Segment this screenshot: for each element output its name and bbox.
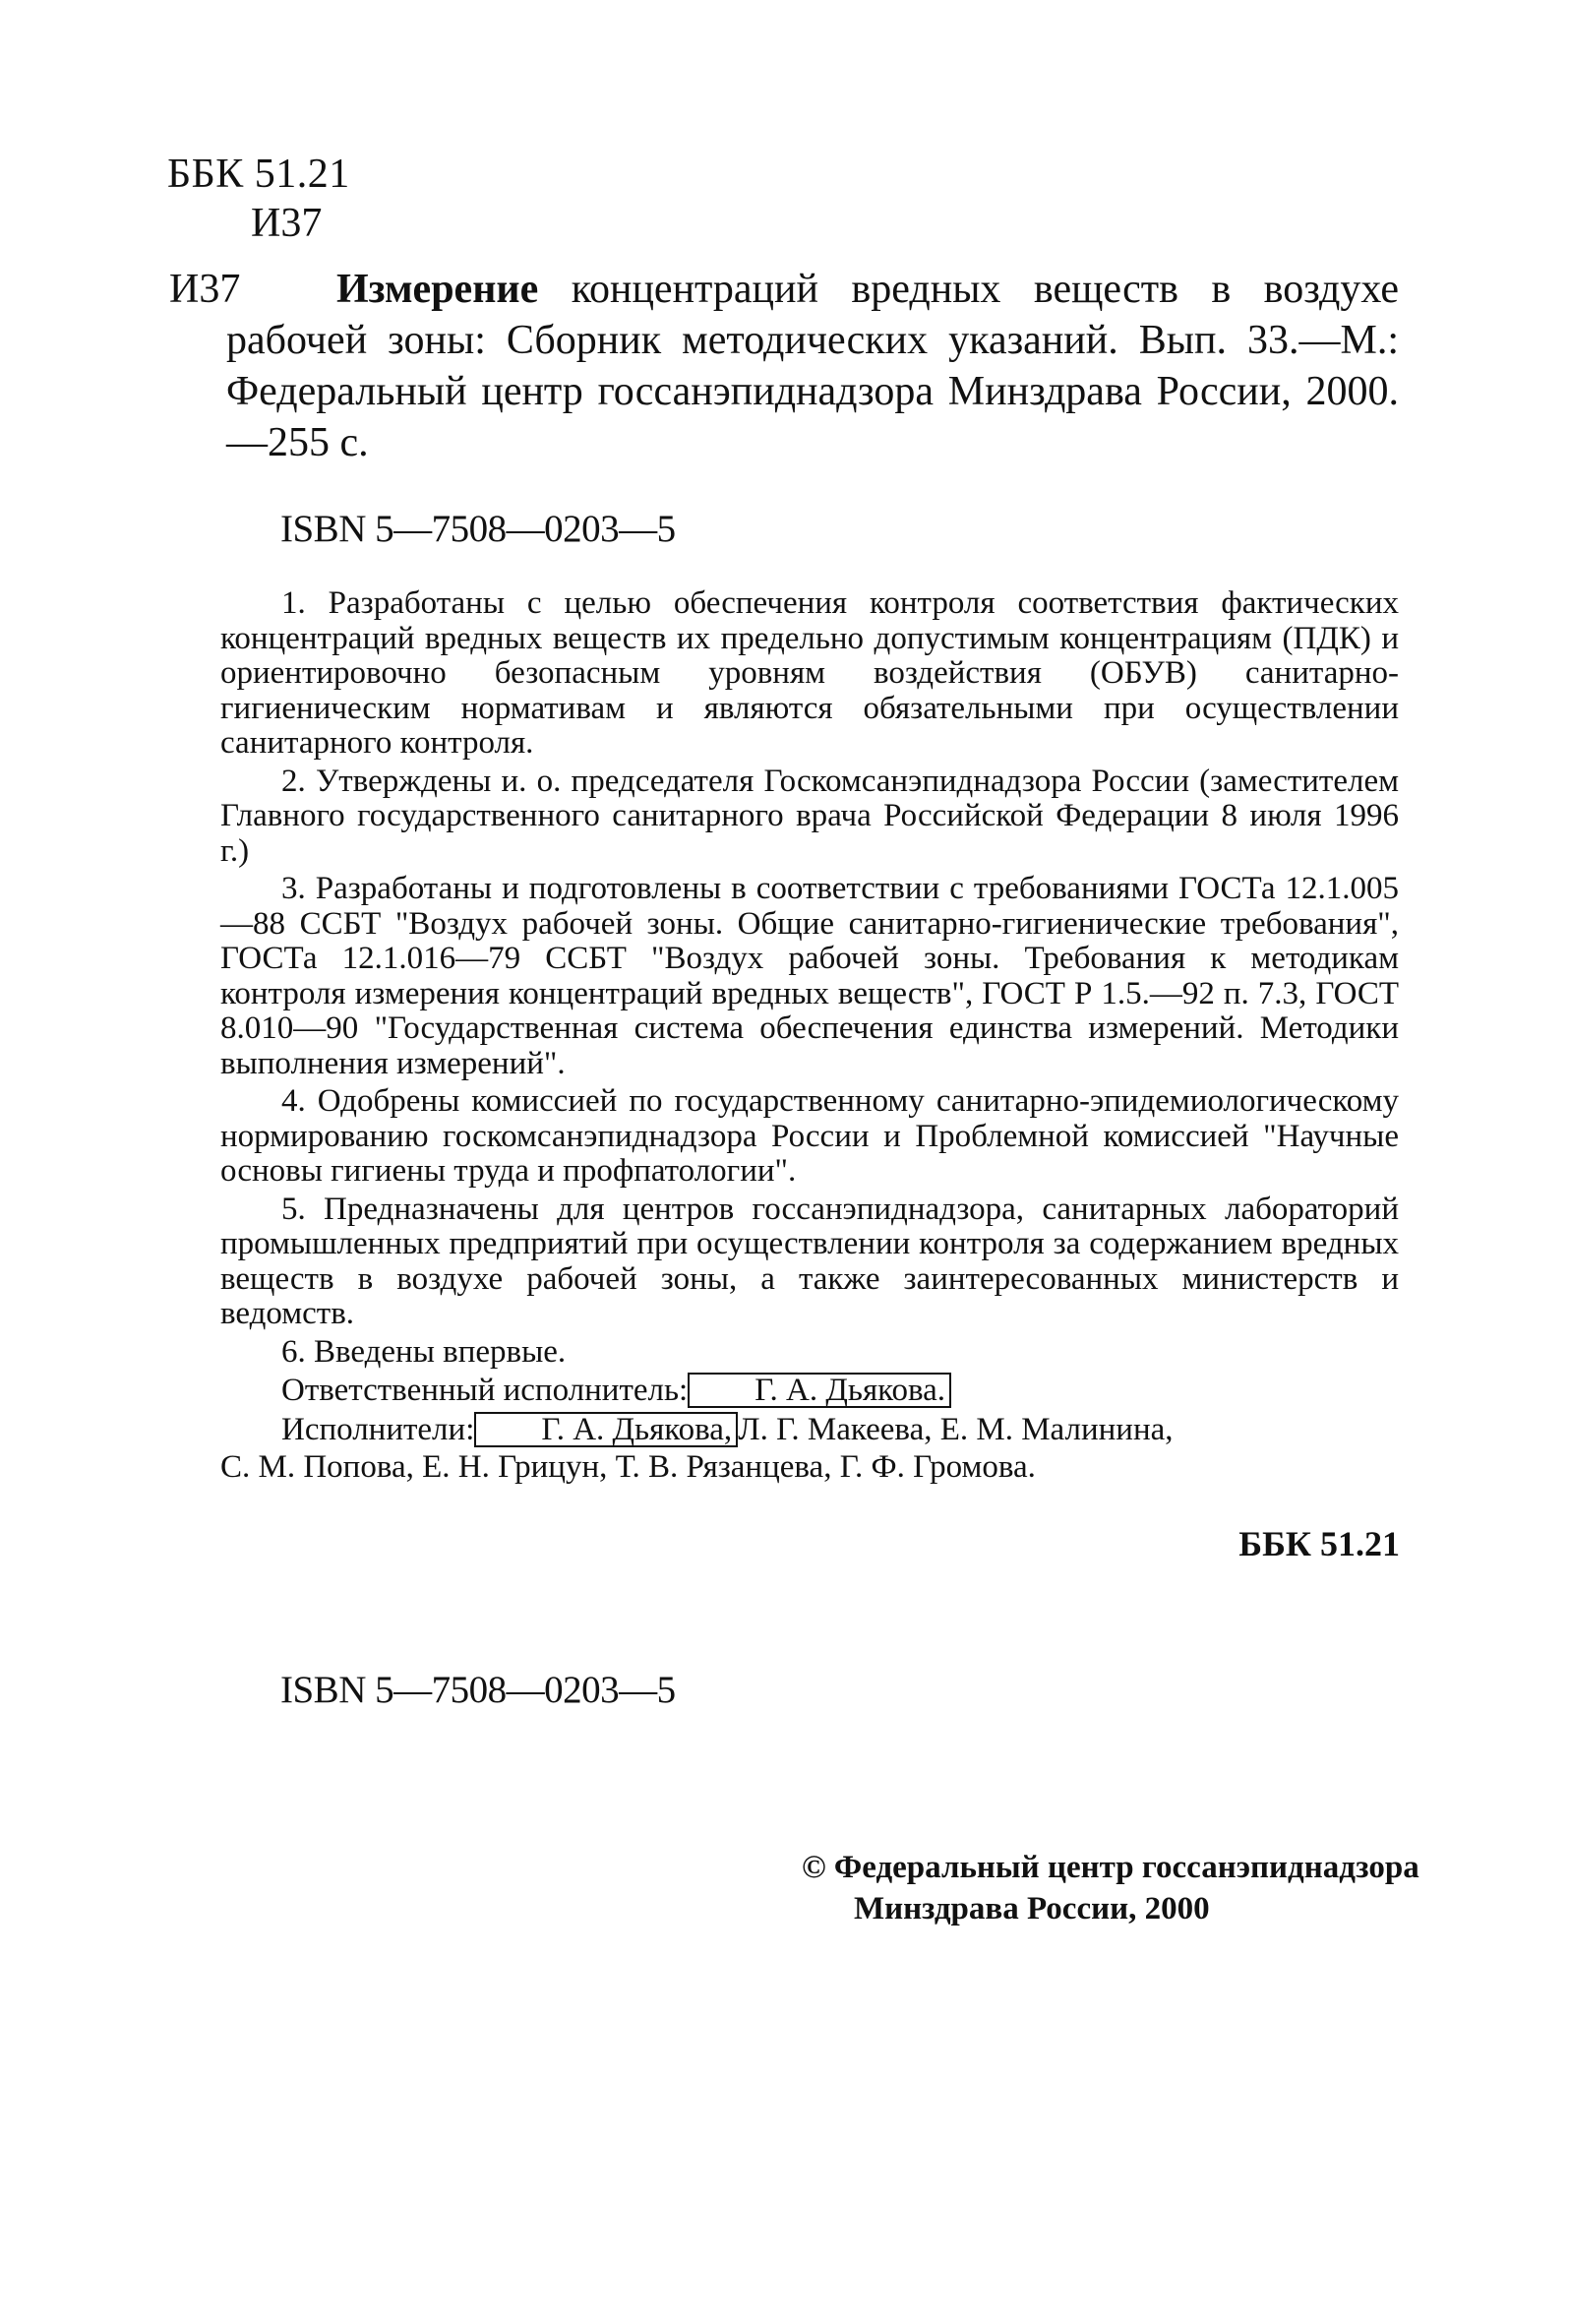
executors-rest-2: С. М. Попова, Е. Н. Грицун, Т. В. Рязанцева, Г. Ф. Громова. (220, 1449, 1036, 1485)
bibliographic-entry (169, 264, 1399, 468)
responsible-name: Г. А. Дьякова. (688, 1373, 951, 1408)
note-5: 5. Предназначены для центров госсанэпиднадзора, санитарных лабораторий промышленных предприятий при осуществлении контроля за содержанием вредных веществ в воздухе рабочей зоны, а также заинтересованных министерств и ведомств. (220, 1191, 1399, 1331)
entry-author-mark: И37 (169, 267, 241, 312)
bbk-bottom: ББК 51.21 (1238, 1524, 1400, 1563)
note-4: 4. Одобрены комиссией по государственному санитарно-эпидемиологическому нормированию госкомсанэпиднадзора России и Проблемной комиссией "Научные основы гигиены труда и профпатологии". (220, 1083, 1399, 1189)
isbn-top: ISBN 5—7508—0203—5 (280, 508, 676, 550)
responsible-line (220, 1373, 1399, 1409)
responsible-label: Ответственный исполнитель: (281, 1373, 689, 1408)
entry-title-bold: Измерение (336, 267, 539, 312)
note-3: 3. Разработаны и подготовлены в соответствии с требованиями ГОСТа 12.1.005—88 ССБТ "Воздух рабочей зоны. Общие санитарно-гигиенические требования", ГОСТа 12.1.016—79 ССБТ "Воздух рабочей зоны. Требования к методикам контроля измерения концентраций вредных веществ", ГОСТ Р 1.5.—92 п. 7.3, ГОСТ 8.010—90 "Государственная система обеспечения единства измерений. Методики выполнения измерений". (220, 871, 1399, 1081)
entry-title-rest: концентраций вредных веществ в воздухе рабочей зоны: Сборник методических указаний. Вып. 33.—М.: Федеральный центр госсанэпиднадзора Минздрава России, 2000.—255 с. (226, 267, 1399, 465)
note-2: 2. Утверждены и. о. председателя Госкомсанэпиднадзора России (заместителем Главного государственного санитарного врача Российской Федерации 8 июля 1996 г.) (220, 763, 1399, 869)
executor-boxed: Г. А. Дьякова, (474, 1412, 738, 1447)
isbn-bottom: ISBN 5—7508—0203—5 (280, 1669, 676, 1711)
author-mark: И37 (251, 201, 323, 246)
executors-label: Исполнители: (281, 1411, 475, 1447)
note-6: 6. Введены впервые. (281, 1333, 567, 1370)
note-1: 1. Разработаны с целью обеспечения контроля соответствия фактических концентраций вредных веществ их предельно допустимым концентрациям (ПДК) и ориентировочно безопасным уровням воздействия (ОБУВ) санитарно-гигиеническим нормативам и являются обязательными при осуществлении санитарного контроля. (220, 585, 1399, 761)
notes-block (220, 586, 1399, 1489)
copyright-line-2: Минздрава России, 2000 (854, 1891, 1210, 1926)
entry-text (226, 264, 1399, 468)
copyright-line-1: © Федеральный центр госсанэпиднадзора (802, 1850, 1419, 1885)
executors-line (220, 1412, 1399, 1448)
executors-rest-1: Л. Г. Макеева, Е. М. Малинина, (738, 1411, 1174, 1447)
bbk-code: ББК 51.21 (167, 152, 350, 197)
